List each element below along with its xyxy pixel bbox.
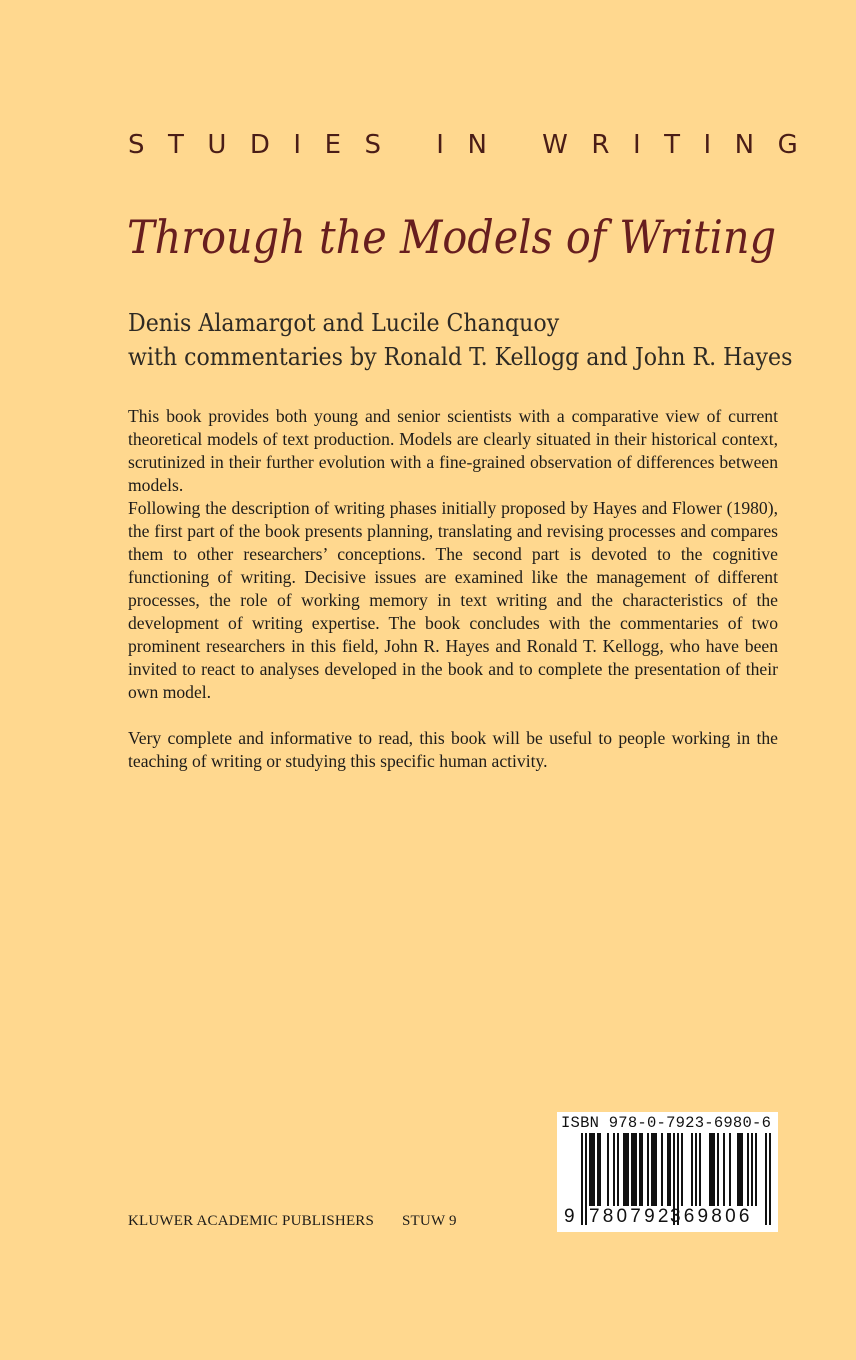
barcode-bar bbox=[709, 1133, 711, 1206]
barcode-bar bbox=[723, 1133, 725, 1206]
barcode-bar bbox=[613, 1133, 615, 1206]
barcode-bar bbox=[747, 1133, 749, 1206]
barcode-bar bbox=[695, 1133, 697, 1206]
barcode-bar bbox=[655, 1133, 657, 1206]
publisher-name: KLUWER ACADEMIC PUBLISHERS bbox=[128, 1213, 375, 1229]
barcode-bar bbox=[647, 1133, 649, 1206]
description-paragraph: This book provides both young and senior scientists with a comparative view of current theoretical models of text production. Models are clearly situated in their historical context, scrutinized in their further evolution with a fine-grained observation of differences between models. bbox=[128, 406, 778, 495]
barcode-bar bbox=[699, 1133, 701, 1206]
series-title: STUDIES IN WRITING bbox=[128, 130, 822, 160]
barcode-bar bbox=[717, 1133, 719, 1206]
barcode-guard-bar bbox=[769, 1133, 771, 1225]
barcode-bar bbox=[597, 1133, 599, 1206]
barcode-bar bbox=[607, 1133, 609, 1206]
book-description bbox=[128, 405, 778, 773]
description-paragraph: Following the description of writing phases initially proposed by Hayes and Flower (1980), the first part of the book presents planning, translating and revising processes and compares them to other researchers’ conceptions. The second part is devoted to the cognitive functioning of writing. Decisive issues are examined like the management of different processes, the role of working memory in text writing and the characteristics of the development of writing expertise. The book concludes with the commentaries of two prominent researchers in this field, John R. Hayes and Ronald T. Kellogg, who have been invited to react to analyses developed in the book and to complete the presentation of their own model. bbox=[128, 498, 778, 702]
barcode-guard-bar bbox=[765, 1133, 767, 1225]
barcode-bar bbox=[589, 1133, 591, 1206]
barcode-bar bbox=[711, 1133, 713, 1206]
barcode-guard-bar bbox=[581, 1133, 583, 1225]
barcode-bar bbox=[641, 1133, 643, 1206]
barcode-bar bbox=[653, 1133, 655, 1206]
barcode-bar bbox=[651, 1133, 653, 1206]
barcode-bar bbox=[639, 1133, 641, 1206]
barcode-bar bbox=[691, 1133, 693, 1206]
isbn-barcode bbox=[557, 1112, 778, 1232]
barcode-bar bbox=[617, 1133, 619, 1206]
barcode-bar bbox=[667, 1133, 669, 1206]
authors-line: Denis Alamargot and Lucile Chanquoy bbox=[128, 309, 560, 337]
barcode-bar bbox=[593, 1133, 595, 1206]
barcode-bar bbox=[737, 1133, 739, 1206]
barcode-bar bbox=[591, 1133, 593, 1206]
barcode-bar bbox=[739, 1133, 741, 1206]
barcode-bar bbox=[631, 1133, 633, 1206]
barcode-first-digit: 9 bbox=[564, 1206, 578, 1227]
barcode-bar bbox=[751, 1133, 753, 1206]
barcode-bar bbox=[661, 1133, 663, 1206]
barcode-left-digits: 780792 bbox=[589, 1206, 672, 1227]
barcode-bar bbox=[633, 1133, 635, 1206]
publisher-line bbox=[128, 1213, 457, 1230]
author-block bbox=[128, 306, 793, 374]
barcode-bar bbox=[627, 1133, 629, 1206]
commentary-line: with commentaries by Ronald T. Kellogg and John R. Hayes bbox=[128, 343, 793, 371]
barcode-bar bbox=[681, 1133, 683, 1206]
barcode-guard-bar bbox=[585, 1133, 587, 1225]
barcode-bar bbox=[623, 1133, 625, 1206]
barcode-bar bbox=[729, 1133, 731, 1206]
barcode-bar bbox=[599, 1133, 601, 1206]
barcode-bar bbox=[741, 1133, 743, 1206]
barcode-bar bbox=[625, 1133, 627, 1206]
series-code: STUW 9 bbox=[402, 1213, 457, 1229]
barcode-bar bbox=[713, 1133, 715, 1206]
barcode-right-digits: 369806 bbox=[670, 1206, 753, 1227]
barcode-bar bbox=[755, 1133, 757, 1206]
description-paragraph: Very complete and informative to read, this book will be useful to people working in the teaching of writing or studying this specific human activity. bbox=[128, 728, 778, 771]
barcode-bar bbox=[635, 1133, 637, 1206]
isbn-label: ISBN 978-0-7923-6980-6 bbox=[561, 1114, 772, 1132]
book-title: Through the Models of Writing bbox=[127, 210, 777, 264]
barcode-bar bbox=[669, 1133, 671, 1206]
